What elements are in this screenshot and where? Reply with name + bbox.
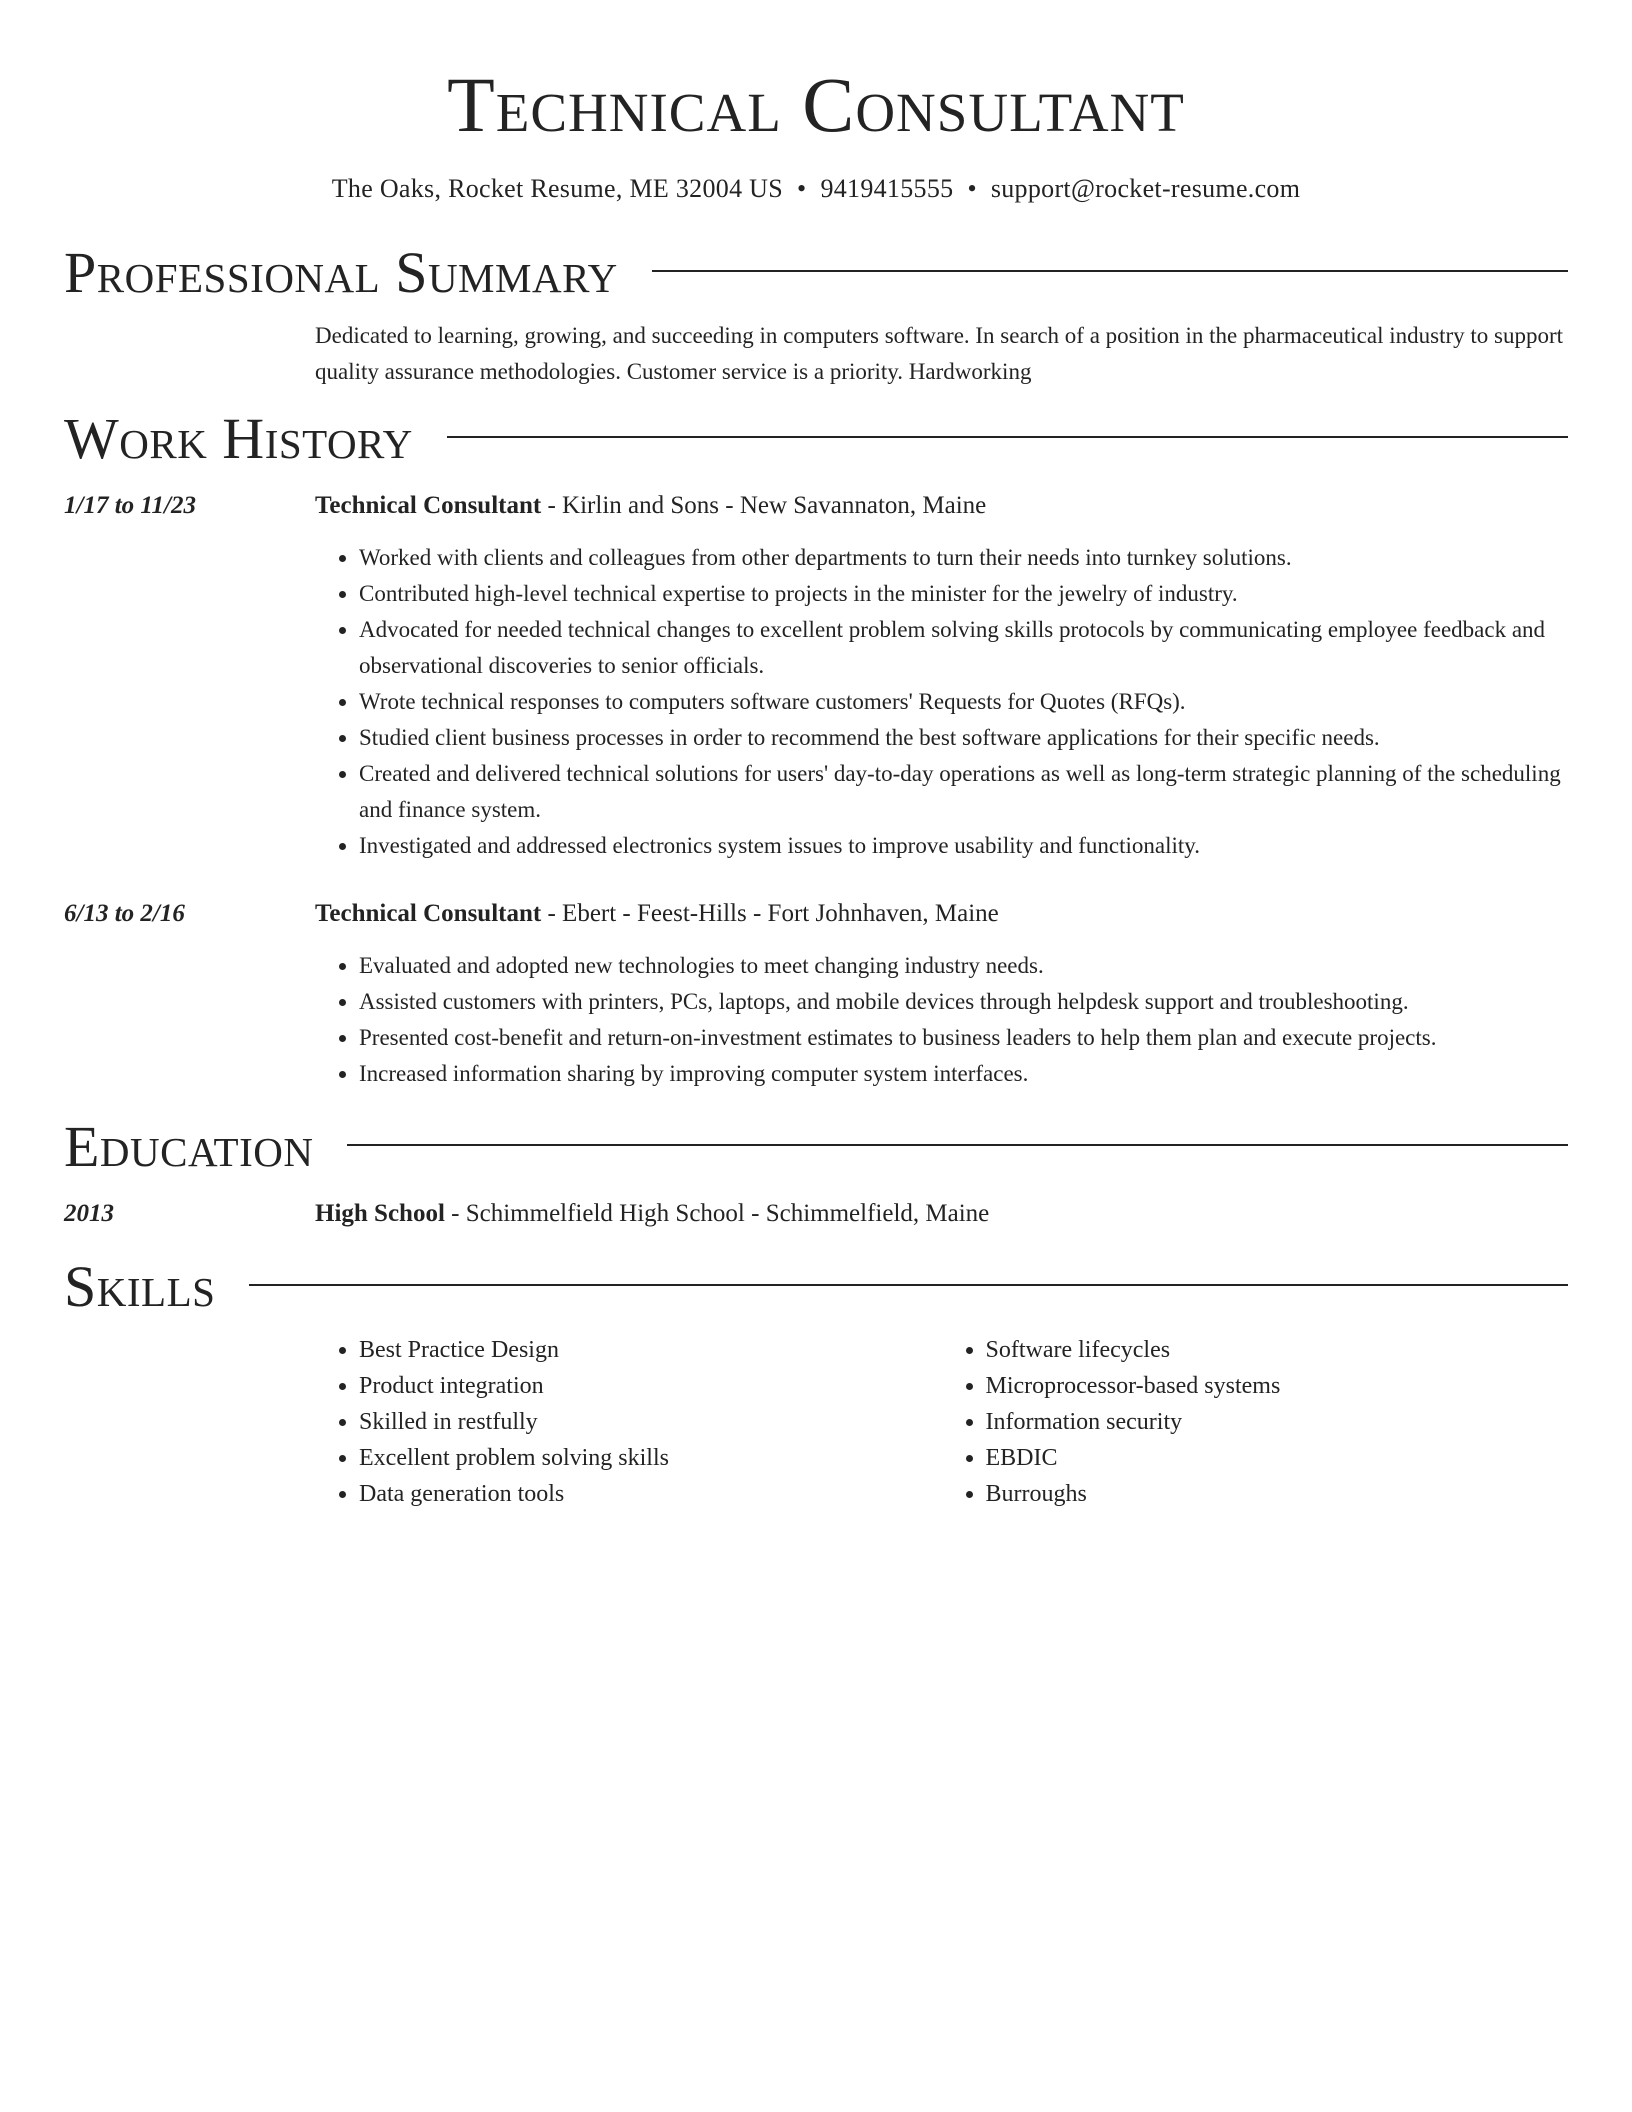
skill-item: • EBDIC — [986, 1440, 1569, 1476]
contact-phone: 9419415555 — [820, 174, 954, 203]
resume-page — [64, 0, 1568, 1512]
job-bullet: • Studied client business processes in order to recommend the best software applications for their specific needs. — [359, 720, 1568, 756]
contact-separator: • — [797, 174, 807, 203]
job-bullet: • Presented cost-benefit and return-on-investment estimates to business leaders to help them plan and execute projects. — [359, 1020, 1568, 1056]
skill-item: • Excellent problem solving skills — [359, 1440, 942, 1476]
work-history-section-header — [64, 406, 1568, 472]
job-title: Technical Consultant — [315, 900, 542, 927]
skills-column-right — [942, 1332, 1569, 1512]
contact-line — [64, 172, 1568, 206]
education-title-line — [315, 1196, 1568, 1232]
skill-item: • Product integration — [359, 1368, 942, 1404]
job-title-line — [315, 488, 1568, 524]
education-entry — [64, 1196, 1568, 1232]
job-bullet: • Contributed high-level technical expertise to projects in the minister for the jewelry of industry. — [359, 576, 1568, 612]
job-bullet: • Increased information sharing by improving computer system interfaces. — [359, 1056, 1568, 1092]
work-history-heading: Work History — [64, 406, 413, 471]
contact-address: The Oaks, Rocket Resume, ME 32004 US — [331, 174, 784, 203]
skill-item: • Information security — [986, 1404, 1569, 1440]
job-employer-location: - Ebert - Feest-Hills - Fort Johnhaven, Maine — [541, 900, 999, 927]
skill-item: • Software lifecycles — [986, 1332, 1569, 1368]
section-divider — [447, 436, 1568, 438]
summary-heading: Professional Summary — [64, 240, 618, 305]
section-divider — [652, 270, 1568, 272]
contact-separator: • — [967, 174, 977, 203]
skills-section-header — [64, 1254, 1568, 1320]
education-school-location: - Schimmelfield High School - Schimmelfield, Maine — [444, 1200, 990, 1227]
job-bullet: • Worked with clients and colleagues from other departments to turn their needs into turnkey solutions. — [359, 540, 1568, 576]
education-content — [315, 1196, 1568, 1232]
education-heading: Education — [64, 1114, 314, 1179]
job-bullet: • Assisted customers with printers, PCs, laptops, and mobile devices through helpdesk support and troubleshooting. — [359, 984, 1568, 1020]
skills-column-left — [315, 1332, 942, 1512]
job-employer-location: - Kirlin and Sons - New Savannaton, Maine — [541, 492, 987, 519]
skill-item: • Data generation tools — [359, 1476, 942, 1512]
job-bullet: • Created and delivered technical solutions for users' day-to-day operations as well as long-term strategic planning of the scheduling and finance system. — [359, 756, 1568, 828]
job-bullet: • Investigated and addressed electronics system issues to improve usability and functionality. — [359, 828, 1568, 864]
skills-heading: Skills — [64, 1254, 216, 1319]
section-divider — [347, 1144, 1568, 1146]
job-title: Technical Consultant — [315, 492, 542, 519]
skill-item: • Microprocessor-based systems — [986, 1368, 1569, 1404]
job-entry — [64, 896, 1568, 1092]
job-dates: 1/17 to 11/23 — [64, 492, 196, 519]
section-divider — [249, 1284, 1568, 1286]
job-bullets — [315, 948, 1568, 1092]
education-year: 2013 — [64, 1200, 114, 1227]
contact-email: support@rocket-resume.com — [990, 174, 1301, 203]
job-bullet: • Advocated for needed technical changes to excellent problem solving skills protocols by communicating employee feedback and observational discoveries to senior officials. — [359, 612, 1568, 684]
job-bullet: • Wrote technical responses to computers software customers' Requests for Quotes (RFQs). — [359, 684, 1568, 720]
resume-name: Technical Consultant — [447, 61, 1185, 148]
job-bullet: • Evaluated and adopted new technologies to meet changing industry needs. — [359, 948, 1568, 984]
job-bullets — [315, 540, 1568, 864]
education-degree: High School — [315, 1200, 445, 1227]
summary-text: Dedicated to learning, growing, and succeeding in computers software. In search of a position in the pharmaceutical industry to support quality assurance methodologies. Customer service is a priority. Hardworking — [315, 323, 1564, 384]
skill-item: • Best Practice Design — [359, 1332, 942, 1368]
job-content — [315, 896, 1568, 1092]
job-title-line — [315, 896, 1568, 932]
job-dates: 6/13 to 2/16 — [64, 900, 185, 927]
skill-item: • Burroughs — [986, 1476, 1569, 1512]
education-section-header — [64, 1114, 1568, 1180]
summary-section-header — [64, 240, 1568, 306]
skill-item: • Skilled in restfully — [359, 1404, 942, 1440]
job-entry — [64, 488, 1568, 864]
job-content — [315, 488, 1568, 864]
skills-list — [315, 1332, 1568, 1512]
